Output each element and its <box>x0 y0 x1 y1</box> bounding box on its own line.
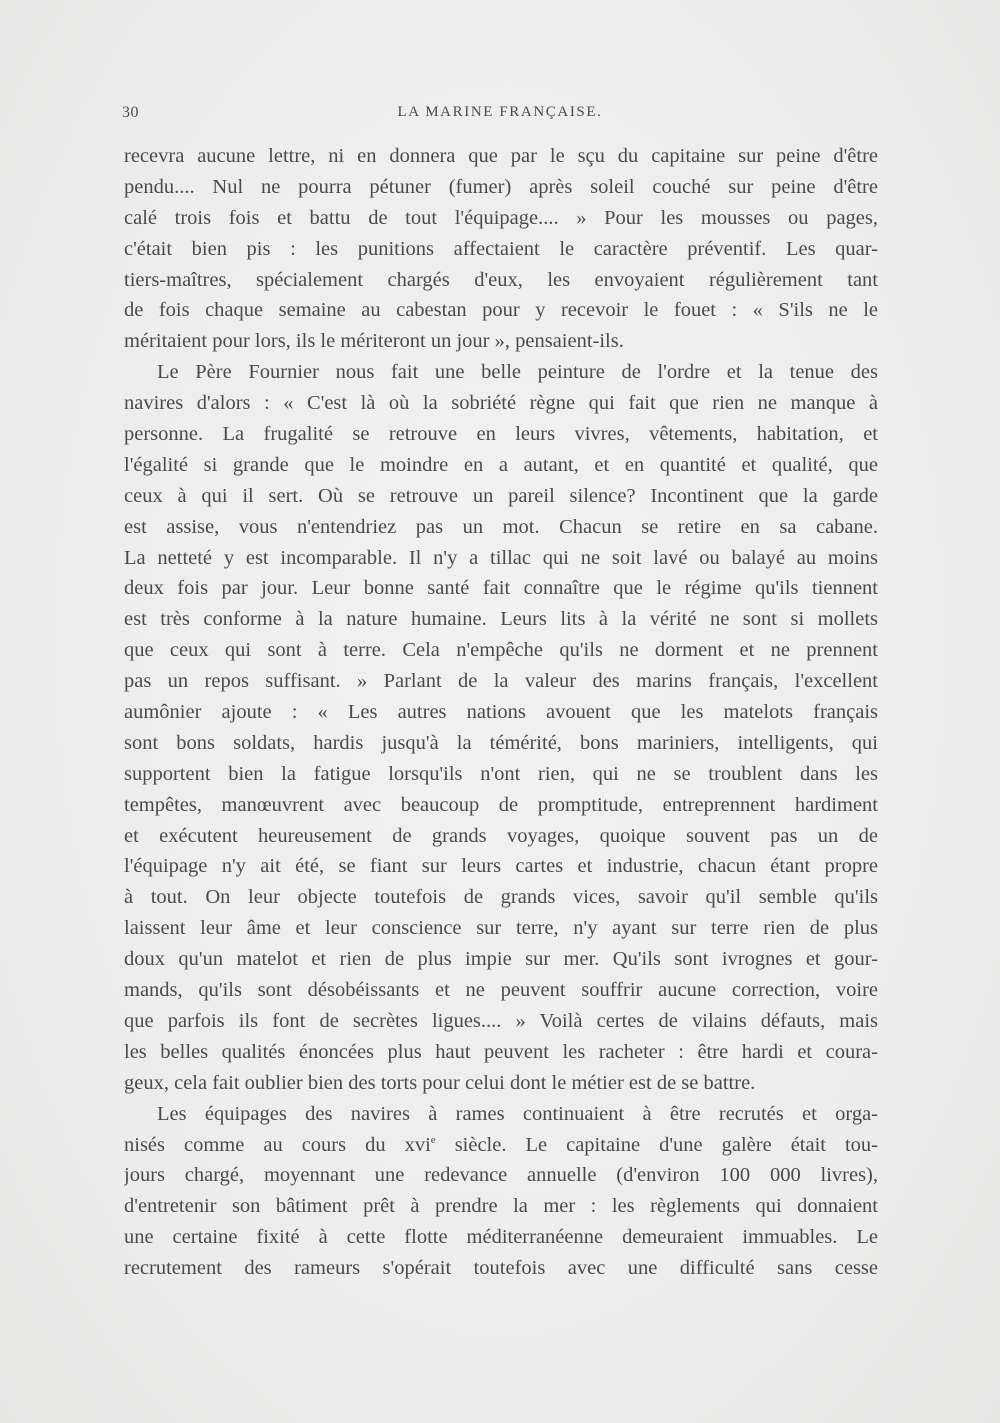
text-line: d'entretenir son bâtiment prêt à prendre la mer : les règlements qui donnaient <box>124 1195 878 1218</box>
text-line: deux fois par jour. Leur bonne santé fait connaître que le régime qu'ils tiennent <box>124 577 878 600</box>
text-line: une certaine fixité à cette flotte méditerranéenne demeuraient immuables. Le <box>124 1226 878 1249</box>
text-line: c'était bien pis : les punitions affectaient le caractère préventif. Les quar- <box>124 237 878 260</box>
text-line: geux, cela fait oublier bien des torts pour celui dont le métier est de se battre. <box>124 1071 756 1094</box>
text-line: pendu.... Nul ne pourra pétuner (fumer) après soleil couché sur peine d'être <box>124 175 878 198</box>
text-line: l'égalité si grande que le moindre en a autant, et en quantité et qualité, que <box>124 453 878 476</box>
text-line: à tout. On leur objecte toutefois de grands vices, savoir qu'il semble qu'ils <box>124 886 878 909</box>
text-line: est très conforme à la nature humaine. Leurs lits à la vérité ne sont si mollets <box>124 608 878 631</box>
text-line: recevra aucune lettre, ni en donnera que par le sçu du capitaine sur peine d'être <box>124 145 878 167</box>
running-title: LA MARINE FRANÇAISE. <box>397 104 603 120</box>
body-text <box>124 141 878 1284</box>
text-line: sont bons soldats, hardis jusqu'à la témérité, bons mariniers, intelligents, qui <box>124 731 878 754</box>
text-segment: siècle. Le capitaine d'une galère était tou- <box>435 1133 878 1156</box>
text-line: les belles qualités énoncées plus haut peuvent les racheter : être hardi et coura- <box>124 1040 878 1063</box>
text-line <box>124 1130 878 1161</box>
text-line: supportent bien la fatigue lorsqu'ils n'ont rien, qui ne se troublent dans les <box>124 762 878 785</box>
text-line: que parfois ils font de secrètes ligues.... » Voilà certes de vilains défauts, mais <box>124 1009 878 1032</box>
text-line: tiers-maîtres, spécialement chargés d'eux, les envoyaient régulièrement tant <box>124 268 878 291</box>
text-line: et exécutent heureusement de grands voyages, quoique souvent pas un de <box>124 824 878 847</box>
text-line: recrutement des rameurs s'opérait toutefois avec une difficulté sans cesse <box>124 1257 878 1280</box>
text-line: ceux à qui il sert. Où se retrouve un pareil silence? Incontinent que la garde <box>124 484 878 507</box>
text-line: navires d'alors : « C'est là où la sobriété règne qui fait que rien ne manque à <box>124 392 878 415</box>
page-number: 30 <box>122 104 139 121</box>
text-line: Les équipages des navires à rames continuaient à être recrutés et orga- <box>157 1102 878 1125</box>
text-segment: nisés comme au cours du xvi <box>124 1133 431 1156</box>
text-line: calé trois fois et battu de tout l'équipage.... » Pour les mousses ou pages, <box>124 206 878 229</box>
text-line: tempêtes, manœuvrent avec beaucoup de promptitude, entreprennent hardiment <box>124 793 878 816</box>
text-line: pas un repos suffisant. » Parlant de la valeur des marins français, l'excellent <box>124 670 878 693</box>
text-line: Le Père Fournier nous fait une belle peinture de l'ordre et la tenue des <box>157 361 878 384</box>
text-line: est assise, vous n'entendriez pas un mot. Chacun se retire en sa cabane. <box>124 515 878 538</box>
text-line: que ceux qui sont à terre. Cela n'empêche qu'ils ne dorment et ne prennent <box>124 639 878 662</box>
text-line: laissent leur âme et leur conscience sur terre, n'y ayant sur terre rien de plus <box>124 917 878 940</box>
text-line: La netteté y est incomparable. Il n'y a tillac qui ne soit lavé ou balayé au moins <box>124 546 878 569</box>
text-line: mands, qu'ils sont désobéissants et ne peuvent souffrir aucune correction, voire <box>124 979 878 1002</box>
text-line: l'équipage n'y ait été, se fiant sur leurs cartes et industrie, chacun étant propre <box>124 855 878 878</box>
text-line: doux qu'un matelot et rien de plus impie sur mer. Qu'ils sont ivrognes et gour- <box>124 948 878 971</box>
page-header <box>122 104 878 128</box>
text-line: personne. La frugalité se retrouve en leurs vivres, vêtements, habitation, et <box>124 423 878 446</box>
text-line: méritaient pour lors, ils le mériteront un jour », pensaient-ils. <box>124 330 624 353</box>
text-line: aumônier ajoute : « Les autres nations avouent que les matelots français <box>124 701 878 724</box>
text-line: jours chargé, moyennant une redevance annuelle (d'environ 100 000 livres), <box>124 1164 878 1187</box>
century-superscript: e <box>430 1133 436 1146</box>
text-line: de fois chaque semaine au cabestan pour y recevoir le fouet : « S'ils ne le <box>124 299 878 322</box>
